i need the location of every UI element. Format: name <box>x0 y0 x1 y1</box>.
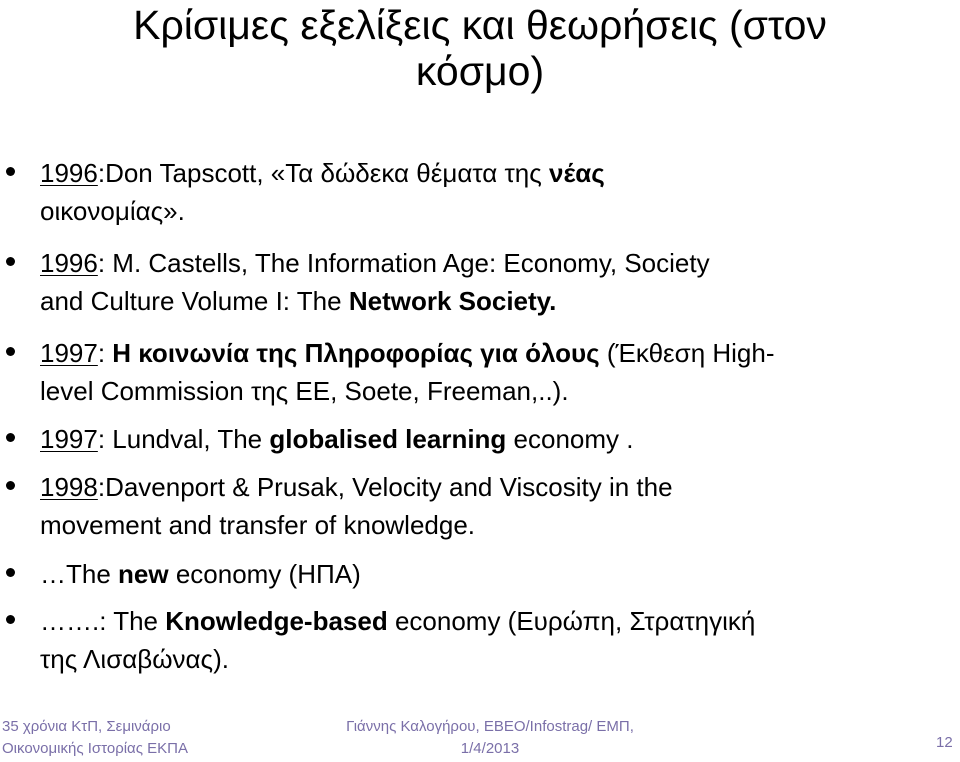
footer-left-line-1: 35 χρόνια ΚτΠ, Σεμινάριο <box>2 718 171 735</box>
bullet-text-line2: της Λισαβώνας). <box>40 644 229 674</box>
page-number: 12 <box>936 734 953 751</box>
title-line-2: κόσμο) <box>415 48 545 94</box>
bullet-year: 1996 <box>40 158 98 188</box>
bullet-year: 1998 <box>40 472 98 502</box>
bullet-text <box>40 555 920 593</box>
bullet-text-part: : M. Castells, The Information Age: Economy, Society <box>97 248 710 278</box>
bullet-text-part: (Έκθεση High- <box>599 338 775 368</box>
bullet-text-part: : <box>97 338 113 368</box>
bullet-text-part: : Lundval, The <box>97 424 270 454</box>
slide-title <box>0 2 960 94</box>
bullet-text-line2: level Commission της ΕΕ, Soete, Freeman,..). <box>40 376 569 406</box>
bullet-dot-icon <box>6 615 15 624</box>
bullet-text-bold: Network Society. <box>348 286 557 316</box>
bullet-text <box>40 154 920 230</box>
bullet-text-bold: Η κοινωνία της Πληροφορίας για όλους <box>112 338 600 368</box>
bullet-year: 1996 <box>40 248 98 278</box>
bullet-text-line2: οικονομίας». <box>40 196 185 226</box>
bullet-year: 1997 <box>40 424 98 454</box>
bullet-text-bold: new <box>118 559 169 589</box>
bullet-dot-icon <box>6 167 15 176</box>
bullet-text <box>40 468 920 544</box>
bullet-dot-icon <box>6 433 15 442</box>
bullet-text-line2: movement and transfer of knowledge. <box>40 510 476 540</box>
bullet-dot-icon <box>6 347 15 356</box>
footer-author <box>325 716 655 760</box>
footer-left-line-2: Οικονομικής Ιστορίας ΕΚΠΑ <box>2 740 188 757</box>
footer-seminar <box>2 716 188 760</box>
bullet-text-part: economy (ΗΠΑ) <box>168 559 361 589</box>
bullet-text <box>40 334 920 410</box>
bullet-text-part: economy . <box>506 424 634 454</box>
bullet-text-part: …….: The <box>40 606 166 636</box>
bullet-year: 1997 <box>40 338 98 368</box>
bullet-text-part: economy (Ευρώπη, Στρατηγική <box>387 606 756 636</box>
bullet-dot-icon <box>6 568 15 577</box>
footer-center-line-1: Γιάννης Καλογήρου, ΕΒΕΟ/Infostrag/ ΕΜΠ, <box>346 718 634 735</box>
bullet-text-bold: globalised learning <box>269 424 507 454</box>
bullet-text-line2: and Culture Volume I: The <box>40 286 349 316</box>
bullet-text-bold: Knowledge-based <box>165 606 388 636</box>
bullet-text <box>40 420 920 458</box>
bullet-text-part: :Davenport & Prusak, Velocity and Viscosity in the <box>97 472 673 502</box>
bullet-dot-icon <box>6 257 15 266</box>
bullet-dot-icon <box>6 481 15 490</box>
bullet-text <box>40 602 920 678</box>
footer-center-line-2: 1/4/2013 <box>460 740 520 757</box>
bullet-text <box>40 244 920 320</box>
bullet-text-part: …The <box>40 559 119 589</box>
bullet-text-part: :Don Tapscott, «Τα δώδεκα θέματα της <box>97 158 550 188</box>
bullet-text-bold: νέας <box>549 158 605 188</box>
title-line-1: Κρίσιμες εξελίξεις και θεωρήσεις (στον <box>133 2 827 48</box>
